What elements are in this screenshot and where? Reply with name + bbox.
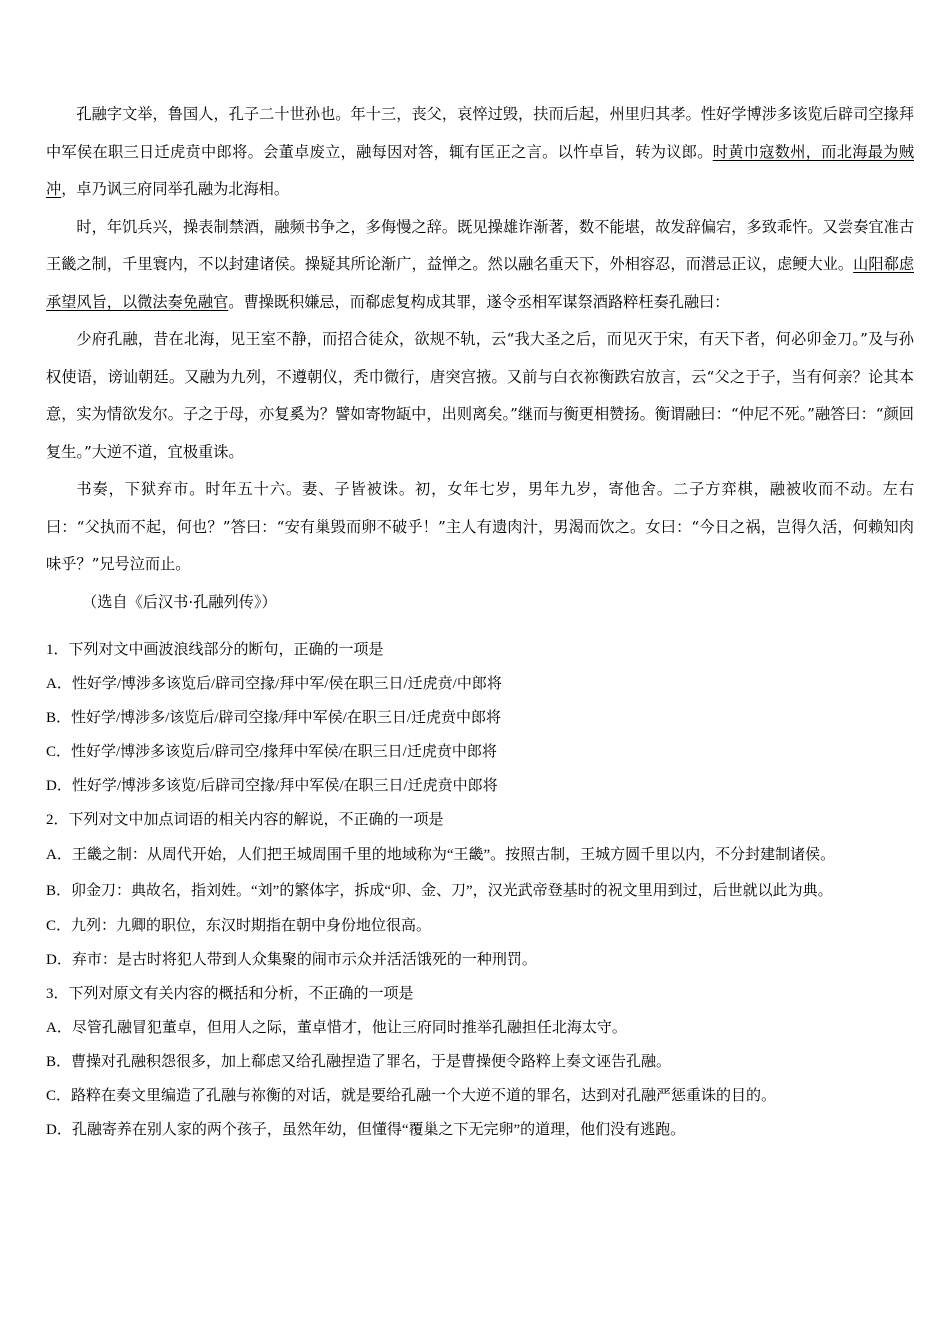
- option-a: A．性好学/博涉多该览后/辟司空掾/拜中军/侯在职三日/迁虎贲/中郎将: [46, 676, 502, 692]
- option-c: C．性好学/博涉多该览后/辟司空/掾拜中军侯/在职三日/迁虎贲中郎将: [46, 744, 497, 760]
- passage-paragraph-1: [46, 96, 914, 209]
- passage-paragraph-3: 少府孔融，昔在北海，见王室不静，而招合徒众，欲规不轨，云“我大圣之后，而见灭于宋，有天下者，何必卯金刀。”及与孙权使语，谤讪朝廷。又融为九列，不遵朝仪，秃巾微行，唐突宫掖。又前与白衣祢衡跌宕放言，云“父之于子，当有何亲？论其本意，实为情欲发尔。子之于母，亦复奚为？譬如寄物缻中，出则离矣。”继而与衡更相赞扬。衡谓融曰：“仲尼不死。”融答曰：“颜回复生。”大逆不道，宜极重诛。: [46, 330, 914, 461]
- option-a: A．尽管孔融冒犯董卓，但用人之际，董卓惜才，他让三府同时推举孔融担任北海太守。: [46, 1020, 627, 1036]
- option-a: A．王畿之制：从周代开始，人们把王城周围千里的地域称为“王畿”。按照古制，王城方圆千里以内，不分封建制诸侯。: [46, 847, 836, 863]
- wavy-underlined-phrase: 时黄巾寇数州，而北海最为贼冲: [46, 142, 915, 198]
- underlined-phrase: 山阳郗虑承望风旨，以微法奏免融官: [46, 255, 915, 311]
- question-stem: 1．下列对文中画波浪线部分的断句，正确的一项是: [46, 642, 384, 658]
- question-1: [46, 633, 914, 803]
- option-b: B．卯金刀：典故名，指刘姓。“刘”的繁体字，拆成“卯、金、刀”，汉光武帝登基时的祝文里用到过，后世就以此为典。: [46, 883, 833, 899]
- passage-paragraph-4: 书奏，下狱弃市。时年五十六。妻、子皆被诛。初，女年七岁，男年九岁，寄他舍。二子方弈棋，融被收而不动。左右曰：“父执而不起，何也？”答曰：“安有巢毁而卵不破乎！”主人有遗肉汁，男渴而饮之。女曰：“今日之祸，岂得久活，何赖知肉味乎？”兄号泣而止。: [46, 480, 914, 573]
- option-b: B．曹操对孔融积怨很多，加上郗虑又给孔融捏造了罪名，于是曹操便令路粹上奏文诬告孔融。: [46, 1054, 672, 1070]
- p2-text: 时，年饥兵兴，操表制禁酒，融频书争之，多侮慢之辞。既见操雄诈渐著，数不能堪，故发辞偏宕，多致乖忤。又尝奏宜准古王畿之制，千里寰内，不以封建诸侯。操疑其所论渐广，益惮之。然以融名重天下，外相容忍，而潜忌正议，虑鲠大业。: [46, 217, 914, 273]
- question-stem: 2．下列对文中加点词语的相关内容的解说，不正确的一项是: [46, 812, 444, 828]
- question-stem: 3．下列对原文有关内容的概括和分析，不正确的一项是: [46, 986, 414, 1002]
- question-3: [46, 977, 914, 1147]
- option-d: D．孔融寄养在别人家的两个孩子，虽然年幼，但懂得“覆巢之下无完卵”的道理，他们没有逃跑。: [46, 1122, 686, 1138]
- option-b: B．性好学/博涉多/该览后/辟司空掾/拜中军侯/在职三日/迁虎贲中郎将: [46, 710, 502, 726]
- option-c: C．九列：九卿的职位，东汉时期指在朝中身份地位很高。: [46, 918, 432, 934]
- passage-source: （选自《后汉书·孔融列传》）: [82, 592, 277, 611]
- option-d: D．性好学/博涉多该览/后辟司空掾/拜中军侯/在职三日/迁虎贲中郎将: [46, 778, 498, 794]
- p1-text: 孔融字文举，鲁国人，孔子二十世孙也。年十三，丧父，哀悴过毁，扶而后起，州里归其孝。性好学博涉多该览后辟司空掾拜中军侯在职三日迁虎贲中郎将。会董卓废立，融每因对答，辄有匡正之言。以忤卓旨，转为议郎。: [46, 105, 914, 161]
- question-list: [46, 633, 914, 1147]
- p2-text-end: 。曹操既积嫌忌，而郗虑复构成其罪，遂令丞相军谋祭酒路粹枉奏孔融曰：: [228, 292, 730, 311]
- classical-passage: [46, 96, 914, 621]
- option-d: D．弃市：是古时将犯人带到人众集聚的闹市示众并活活饿死的一种刑罚。: [46, 952, 537, 968]
- option-c: C．路粹在奏文里编造了孔融与祢衡的对话，就是要给孔融一个大逆不道的罪名，达到对孔融严惩重诛的目的。: [46, 1088, 777, 1104]
- passage-paragraph-2: [46, 209, 914, 322]
- p1-text-end: ，卓乃讽三府同举孔融为北海相。: [61, 180, 289, 198]
- question-2: [46, 803, 914, 977]
